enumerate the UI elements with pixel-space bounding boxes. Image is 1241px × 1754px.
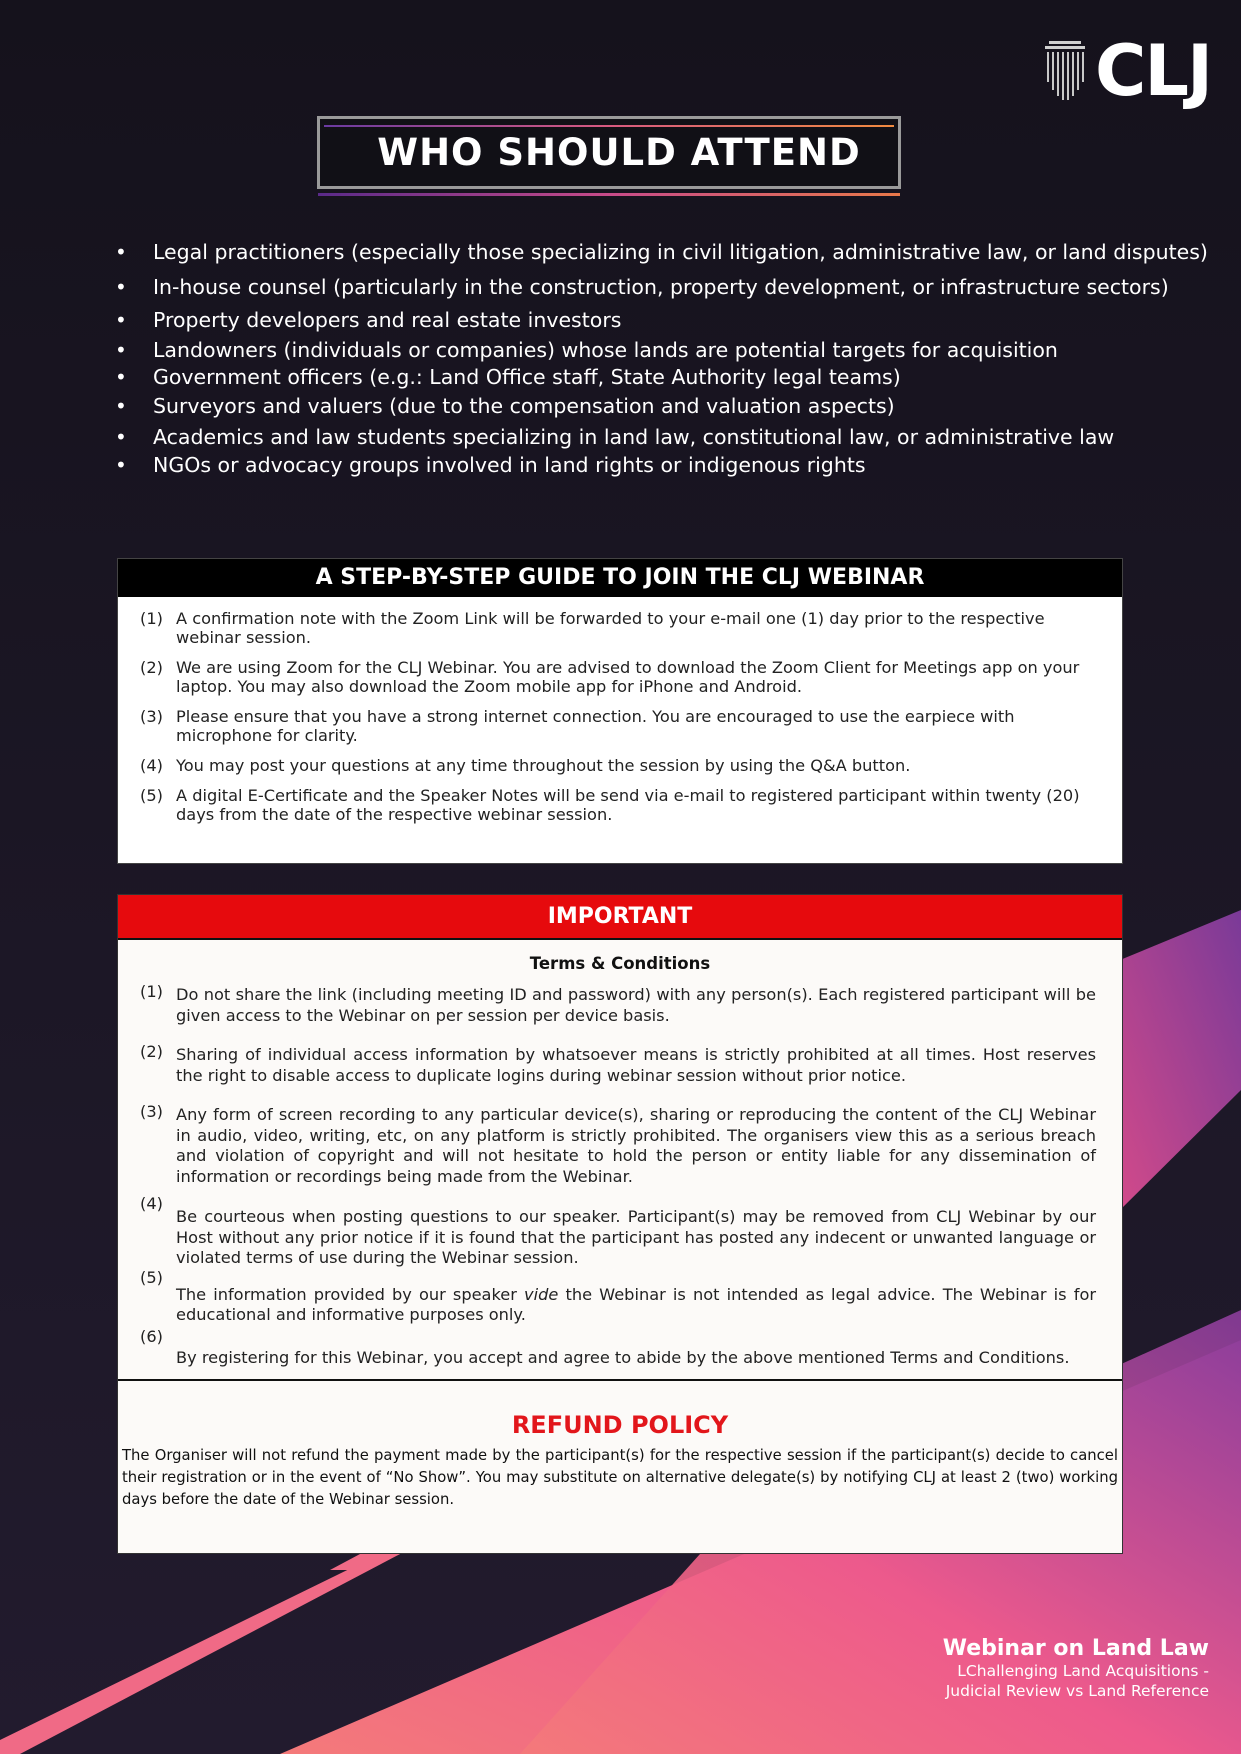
step-number: (2) — [140, 658, 163, 677]
list-item — [140, 982, 1096, 1026]
footer-title: Webinar on Land Law — [942, 1636, 1209, 1661]
step-text: A digital E-Certificate and the Speaker Notes will be send via e-mail to registered participant within twenty (20) days from the date of the respective webinar session. — [176, 786, 1080, 824]
list-item: • NGOs or advocacy groups involved in land rights or indigenous rights — [112, 453, 1222, 477]
refund-text: The Organiser will not refund the payment made by the participant(s) for the respective session if the participant(s) decide to cancel their registration or in the event of “No Show”. You may substitute on alternative delegate(s) by notifying CLJ at least 2 (two) working days before the date of the Webinar session. — [122, 1447, 1118, 1508]
list-item — [140, 1267, 1096, 1326]
list-item — [140, 756, 1100, 775]
important-panel — [117, 894, 1123, 1554]
list-item — [140, 609, 1100, 647]
step-text: A confirmation note with the Zoom Link will be forwarded to your e-mail one (1) day prior to the respective webinar session. — [176, 609, 1045, 647]
clj-logo — [1043, 30, 1211, 112]
term-number: (5) — [140, 1267, 163, 1287]
logo-text: CLJ — [1094, 30, 1211, 112]
term-text: Sharing of individual access information by whatsoever means is strictly prohibited at all times. Host reserves the right to disable access to duplicate logins during webinar session without prior notice. — [176, 1045, 1096, 1085]
step-text: Please ensure that you have a strong internet connection. You are encouraged to use the earpiece with microphone for clarity. — [176, 707, 1015, 745]
list-item — [140, 707, 1100, 745]
pillar-icon — [1043, 41, 1087, 101]
footer-subtitle: LChallenging Land Acquisitions - Judicial Review vs Land Reference — [945, 1662, 1209, 1700]
terms-section — [118, 938, 1122, 1381]
attendee-list — [112, 240, 1222, 477]
term-text-before: The information provided by our speaker — [176, 1284, 525, 1304]
list-item: • Property developers and real estate investors — [112, 308, 1222, 332]
terms-list — [118, 982, 1122, 1368]
guide-panel — [117, 558, 1123, 864]
step-number: (5) — [140, 786, 163, 805]
terms-title: Terms & Conditions — [529, 954, 711, 973]
term-number: (3) — [140, 1102, 163, 1121]
term-number: (6) — [140, 1326, 163, 1346]
term-text: By registering for this Webinar, you accept and agree to abide by the above mentioned Terms and Conditions. — [176, 1347, 1070, 1367]
list-item: • Legal practitioners (especially those specializing in civil litigation, administrative law, or land disputes) — [112, 240, 1222, 264]
step-number: (4) — [140, 756, 163, 775]
list-item: • Surveyors and valuers (due to the compensation and valuation aspects) — [112, 394, 1222, 418]
term-number: (4) — [140, 1194, 163, 1213]
term-text: Any form of screen recording to any particular device(s), sharing or reproducing the content of the CLJ Webinar in audio, video, writing, etc, on any platform is strictly prohibited. The organisers view this as a serious breach and violation of copyright and will not hesitate to hold the person or entity liable for any dissemination of information or recordings being made from the Webinar. — [176, 1105, 1096, 1186]
list-item — [140, 1326, 1096, 1369]
list-item — [140, 1102, 1096, 1187]
step-text: You may post your questions at any time throughout the session by using the Q&A button. — [176, 756, 911, 775]
list-item — [140, 1042, 1096, 1086]
title-box — [317, 116, 901, 189]
term-text: Be courteous when posting questions to our speaker. Participant(s) may be removed from CLJ Webinar by our Host without any prior notice if it is found that the participant has posted any indecent or unwanted language or violated terms of use during the Webinar session. — [176, 1207, 1096, 1267]
list-item — [140, 1194, 1096, 1269]
refund-title: REFUND POLICY — [511, 1411, 729, 1439]
step-number: (3) — [140, 707, 163, 726]
footer — [909, 1636, 1209, 1701]
step-text: We are using Zoom for the CLJ Webinar. You are advised to download the Zoom Client for Meetings app on your laptop. You may also download the Zoom mobile app for iPhone and Android. — [176, 658, 1080, 696]
term-number: (2) — [140, 1042, 163, 1061]
list-item: • Academics and law students specializing in land law, constitutional law, or administrative law — [112, 425, 1222, 449]
step-number: (1) — [140, 609, 163, 628]
list-item — [140, 786, 1100, 824]
term-text-after: the Webinar is not intended as legal advice. The Webinar is for educational and informative purposes only. — [176, 1284, 1096, 1324]
page-title: WHO SHOULD ATTEND — [377, 131, 861, 174]
list-item: • Government officers (e.g.: Land Office staff, State Authority legal teams) — [112, 365, 1222, 389]
term-text: Do not share the link (including meeting ID and password) with any person(s). Each registered participant will be given access to the Webinar on per session per device basis. — [176, 985, 1096, 1025]
guide-steps — [118, 597, 1122, 824]
guide-header: A STEP-BY-STEP GUIDE TO JOIN THE CLJ WEBINAR — [118, 559, 1122, 597]
term-number: (1) — [140, 982, 163, 1001]
term-text-italic: vide — [524, 1284, 559, 1304]
list-item: • In-house counsel (particularly in the construction, property development, or infrastructure sectors) — [112, 275, 1222, 299]
list-item — [140, 658, 1100, 696]
important-header: IMPORTANT — [118, 895, 1122, 938]
list-item: • Landowners (individuals or companies) whose lands are potential targets for acquisition — [112, 338, 1222, 362]
